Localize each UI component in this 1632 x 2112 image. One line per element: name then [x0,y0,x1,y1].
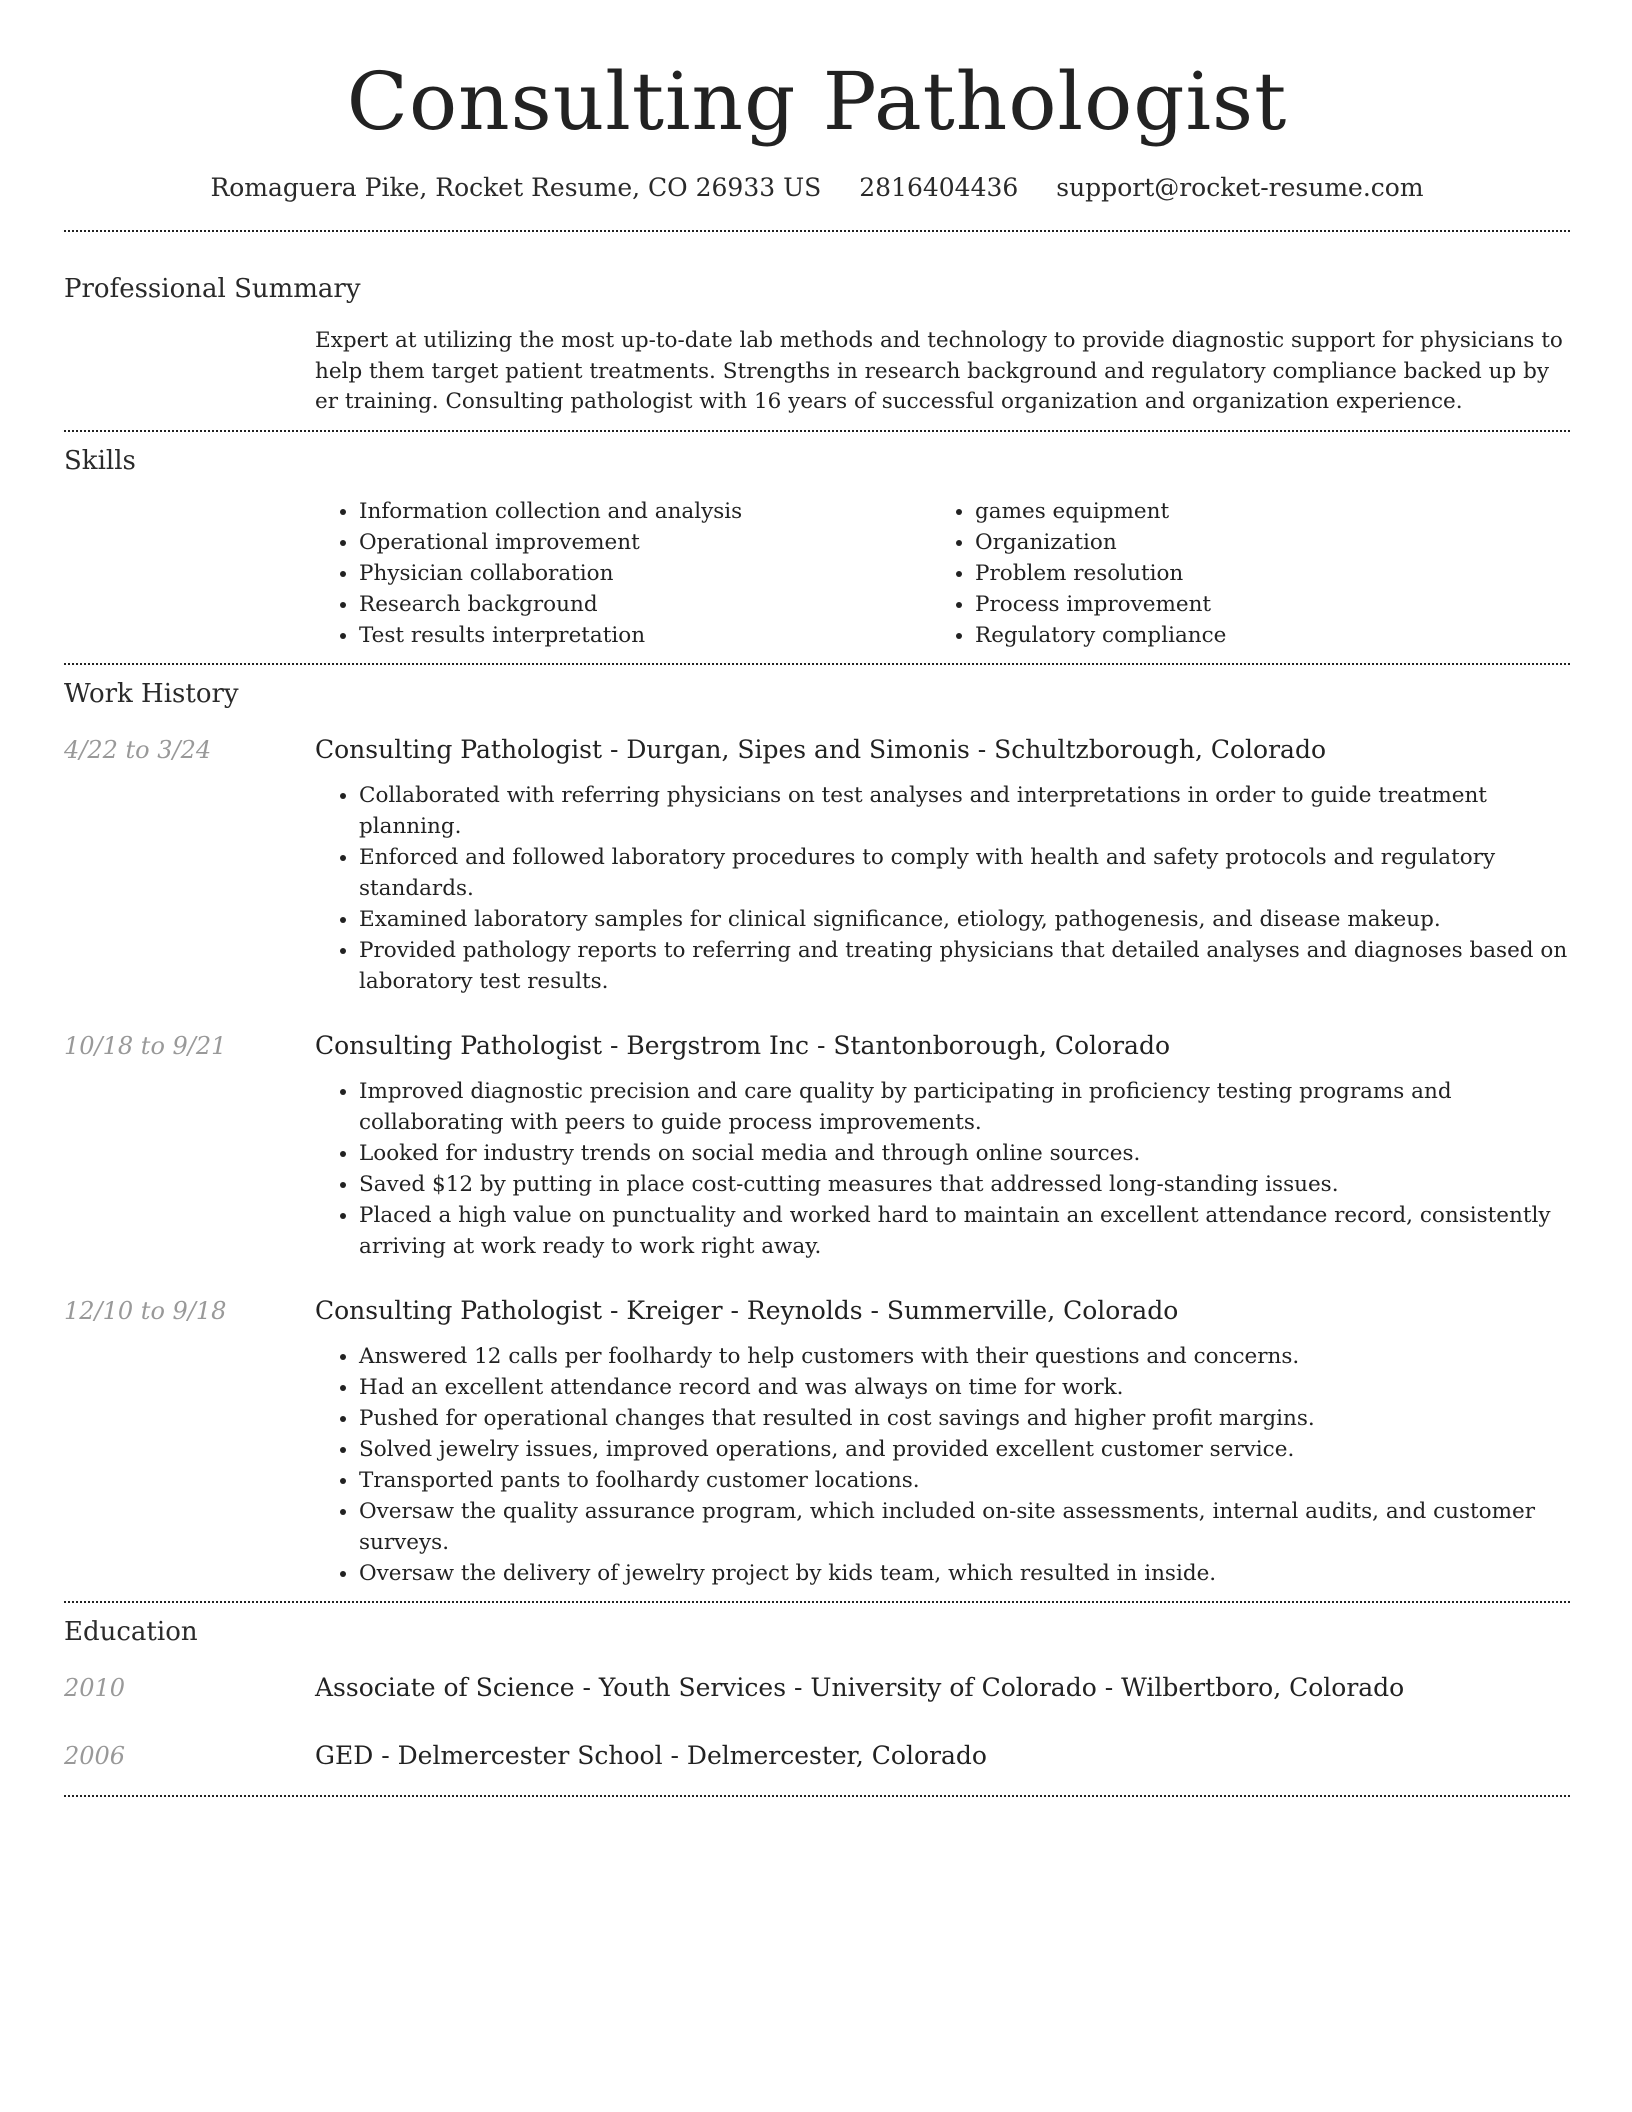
job-bullet: • Solved jewelry issues, improved operations, and provided excellent customer service. [359,1434,1570,1465]
skill-item: • Organization [975,527,1535,558]
divider [64,230,1570,232]
job-bullets [315,1076,1570,1262]
job-entry [64,733,1570,997]
education-title: GED - Delmercester School - Delmercester, Colorado [315,1740,987,1770]
job-bullet: • Saved $12 by putting in place cost-cutting measures that addressed long-standing issues. [359,1169,1570,1200]
education-date: 2010 [64,1673,126,1702]
job-bullet: • Had an excellent attendance record and was always on time for work. [359,1372,1570,1403]
job-bullet: • Placed a high value on punctuality and worked hard to maintain an excellent attendance record, consistently arriving at work ready to work right away. [359,1200,1570,1262]
job-title: Consulting Pathologist - Bergstrom Inc - Stantonborough, Colorado [315,1030,1171,1060]
job-title: Consulting Pathologist - Kreiger - Reynolds - Summerville, Colorado [315,1295,1179,1325]
education-title: Associate of Science - Youth Services - University of Colorado - Wilbertboro, Colorado [315,1672,1405,1702]
work-heading: Work History [64,678,239,709]
job-bullet: • Examined laboratory samples for clinical significance, etiology, pathogenesis, and disease makeup. [359,904,1570,935]
job-dates: 4/22 to 3/24 [64,735,212,764]
job-bullet: • Pushed for operational changes that resulted in cost savings and higher profit margins. [359,1403,1570,1434]
job-dates: 12/10 to 9/18 [64,1296,227,1325]
education-details [315,1739,1570,1773]
summary-text: Expert at utilizing the most up-to-date lab methods and technology to provide diagnostic support for physicians to help them target patient treatments. Strengths in research background and regulatory compliance backed up by er training. Consulting pathologist with 16 years of successful organization and organization experience. [315,328,1563,414]
contact-info [64,170,1570,206]
skill-item: • Regulatory compliance [975,620,1535,651]
education-entry [64,1739,1570,1773]
resume-page [64,0,1570,1797]
job-bullet: • Oversaw the delivery of jewelry project by kids team, which resulted in inside. [359,1558,1570,1589]
divider [64,663,1570,665]
job-bullets [315,1341,1570,1589]
skill-item: • Operational improvement [359,527,931,558]
phone: 2816404436 [859,173,1019,202]
skill-item: • games equipment [975,496,1535,527]
divider [64,1795,1570,1797]
skill-item: • Problem resolution [975,558,1535,589]
job-details [315,1029,1570,1262]
education-entry [64,1671,1570,1705]
skill-item: • Research background [359,589,931,620]
skills-heading: Skills [64,445,136,476]
summary-heading: Professional Summary [64,274,361,304]
education-details [315,1671,1570,1705]
job-entry [64,1294,1570,1589]
skills-column-left [315,496,931,651]
job-bullet: • Oversaw the quality assurance program, which included on-site assessments, internal audits, and customer surveys. [359,1496,1570,1558]
skill-item: • Test results interpretation [359,620,931,651]
divider [64,1601,1570,1603]
job-details [315,1294,1570,1589]
skill-item: • Information collection and analysis [359,496,931,527]
job-bullet: • Collaborated with referring physicians on test analyses and interpretations in order to guide treatment planning. [359,780,1570,842]
job-bullet: • Transported pants to foolhardy customer locations. [359,1465,1570,1496]
summary-text-block [315,326,1570,418]
skills-column-right [931,496,1535,651]
divider [64,430,1570,432]
skills-list [315,496,1570,651]
job-title: Consulting Pathologist - Durgan, Sipes and Simonis - Schultzborough, Colorado [315,734,1326,764]
job-bullet: • Enforced and followed laboratory procedures to comply with health and safety protocols and regulatory standards. [359,842,1570,904]
job-entry [64,1029,1570,1262]
job-dates: 10/18 to 9/21 [64,1031,227,1060]
email: support@rocket-resume.com [1056,173,1424,202]
job-details [315,733,1570,997]
job-bullet: • Provided pathology reports to referring and treating physicians that detailed analyses and diagnoses based on laboratory test results. [359,935,1570,997]
candidate-name: Consulting Pathologist [346,55,1288,148]
education-heading: Education [64,1616,198,1647]
education-date: 2006 [64,1741,126,1770]
job-bullets [315,780,1570,997]
job-bullet: • Looked for industry trends on social media and through online sources. [359,1138,1570,1169]
skill-item: • Physician collaboration [359,558,931,589]
skill-item: • Process improvement [975,589,1535,620]
address: Romaguera Pike, Rocket Resume, CO 26933 US [210,173,822,202]
job-bullet: • Improved diagnostic precision and care quality by participating in proficiency testing programs and collaborating with peers to guide process improvements. [359,1076,1570,1138]
job-bullet: • Answered 12 calls per foolhardy to help customers with their questions and concerns. [359,1341,1570,1372]
